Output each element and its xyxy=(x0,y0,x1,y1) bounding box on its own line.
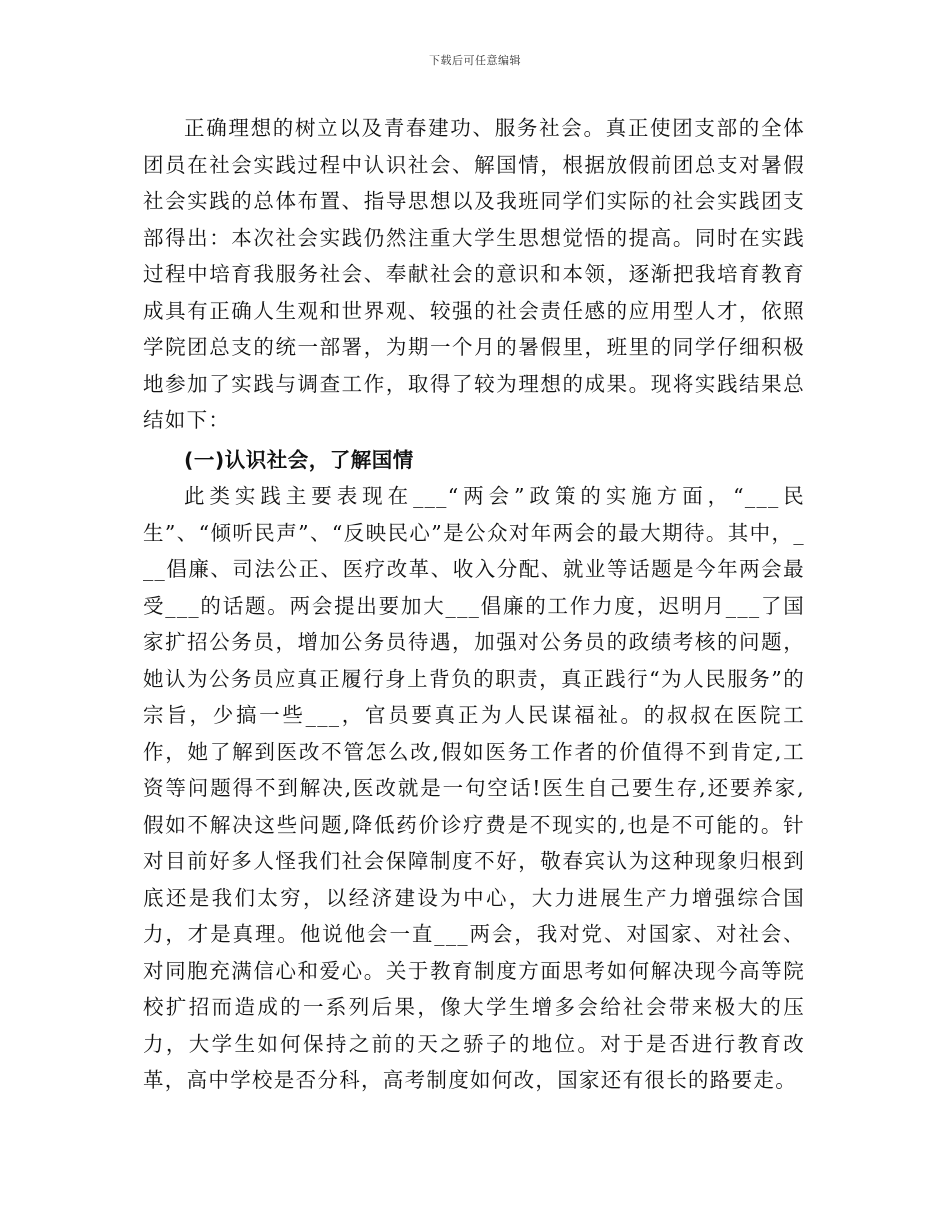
paragraph-section-one: 此类实践主要表现在___“两会”政策的实施方面，“___民生”、“倾听民声”、“反映民心”是公众对年两会的最大期待。其中，___倡廉、司法公正、医疗改革、收入分配、就业等话题是今年两会最受___的话题。两会提出要加大___倡廉的工作力度，迟明月___了国家扩招公务员，增加公务员待遇，加强对公务员的政绩考核的问题，她认为公务员应真正履行身上背负的职责，真正践行“为人民服务”的宗旨，少搞一些___，官员要真正为人民谋福祉。的叔叔在医院工作，她了解到医改不管怎么改,假如医务工作者的价值得不到肯定,工资等问题得不到解决,医改就是一句空话!医生自己要生存,还要养家,假如不解决这些问题,降低药价诊疗费是不现实的,也是不可能的。针对目前好多人怪我们社会保障制度不好，敬春宾认为这种现象归根到底还是我们太穷，以经济建设为中心，大力进展生产力增强综合国力，才是真理。他说他会一直___两会，我对党、对国家、对社会、对同胞充满信心和爱心。关于教育制度方面思考如何解决现今高等院校扩招而造成的一系列后果，像大学生增多会给社会带来极大的压力，大学生如何保持之前的天之骄子的地位。对于是否进行教育改革，高中学校是否分科，高考制度如何改，国家还有很长的路要走。 xyxy=(143,484,805,1092)
page-header-note: 下载后可任意编辑 xyxy=(429,54,521,67)
document-body xyxy=(143,110,805,1099)
section-heading: (一)认识社会，了解国情 xyxy=(184,447,414,472)
paragraph-intro: 正确理想的树立以及青春建功、服务社会。真正使团支部的全体团员在社会实践过程中认识社会、解国情，根据放假前团总支对暑假社会实践的总体布置、指导思想以及我班同学们实际的社会实践团支部得出：本次社会实践仍然注重大学生思想觉悟的提高。同时在实践过程中培育我服务社会、奉献社会的意识和本领，逐渐把我培育教育成具有正确人生观和世界观、较强的社会责任感的应用型人才，依照学院团总支的统一部署，为期一个月的暑假里，班里的同学仔细积极地参加了实践与调查工作，取得了较为理想的成果。现将实践结果总结如下： xyxy=(143,116,805,432)
